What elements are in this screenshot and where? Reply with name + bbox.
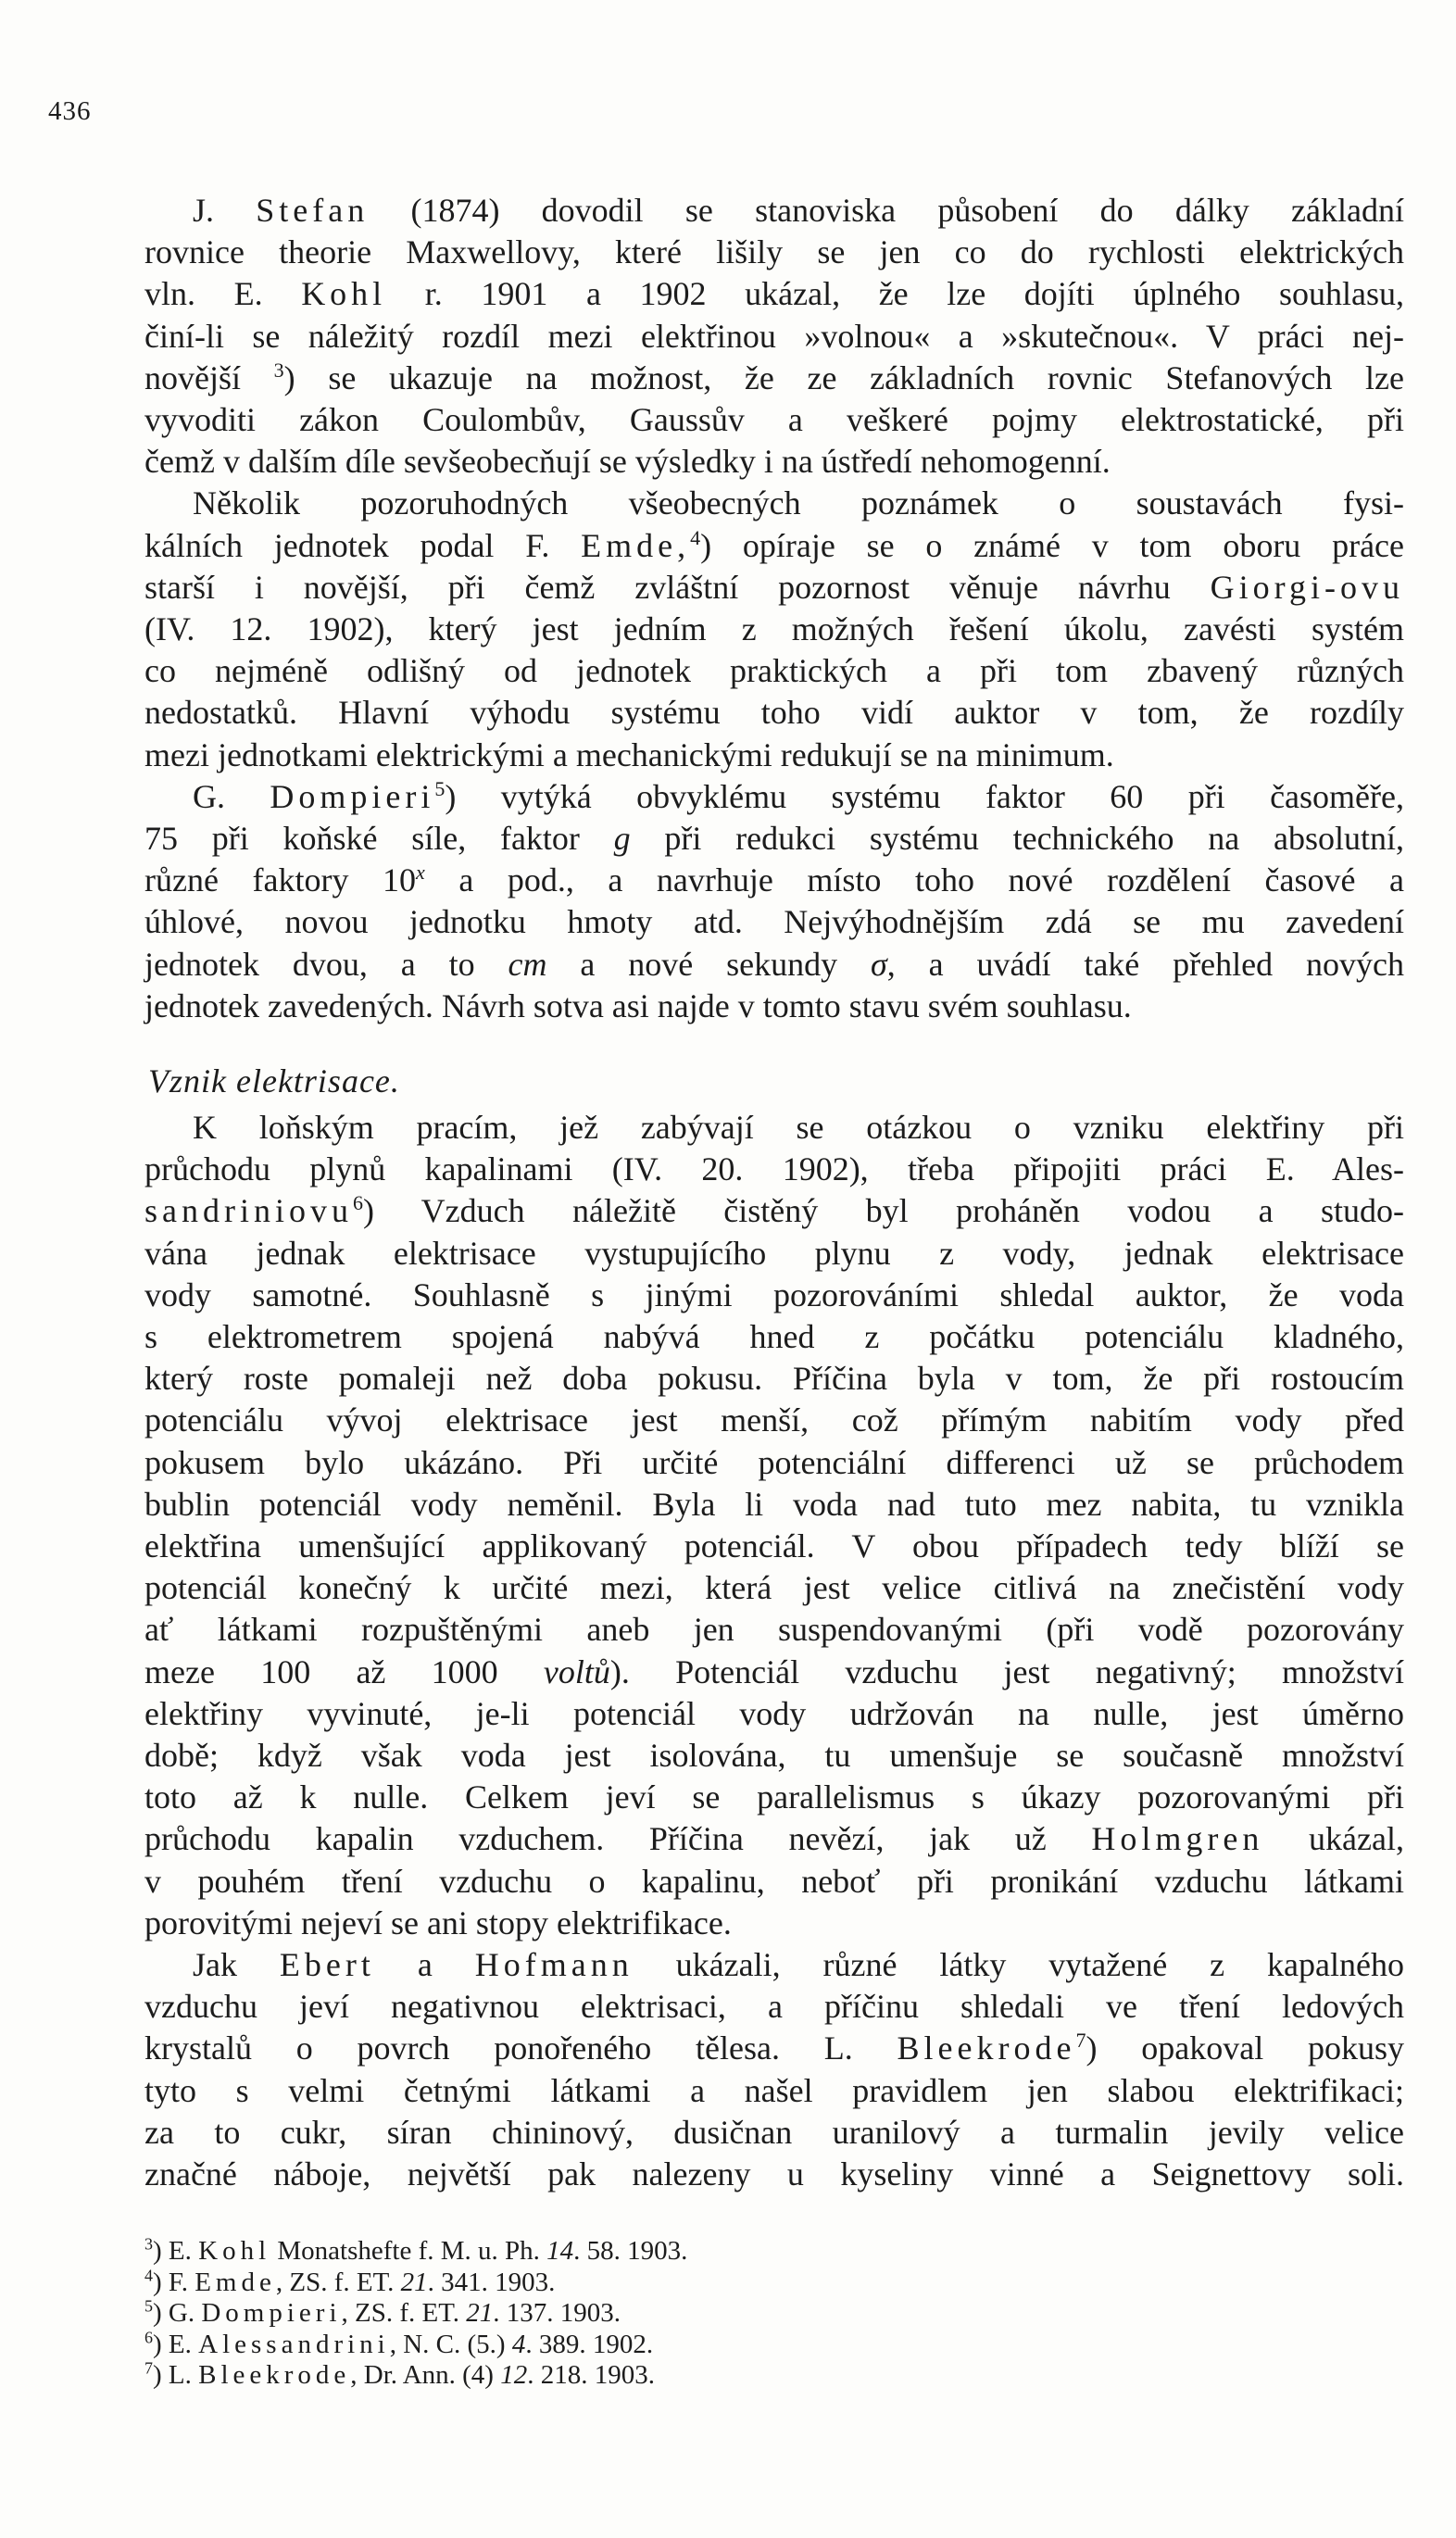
paragraph-alessandrini: [144, 1107, 1404, 1944]
text-line: (IV. 12. 1902), který jest jedním z možných řešení úkolu, zavésti systém: [144, 610, 1404, 648]
text-line: v pouhém tření vzduchu o kapalinu, neboť při pronikání vzduchu látkami: [144, 1862, 1404, 1900]
text-line: bublin potenciál vody neměnil. Byla li voda nad tuto mez nabita, tu vznikla: [144, 1485, 1404, 1523]
text-line: G. Dompieri$^5$) vytýká obvyklému systému faktor 60 při časoměře,: [193, 776, 1404, 815]
footnote: $^6$) E. Alessandrini, N. C. (5.) 4. 389. 1902.: [144, 2327, 654, 2359]
text-line: krystalů o povrch ponořeného tělesa. L. Bleekrode$^7$) opakoval pokusy: [144, 2029, 1404, 2067]
text-line: kálních jednotek podal F. Emde,$^4$) opíraje se o známé v tom oboru práce: [144, 525, 1404, 564]
paragraph-emde: [144, 483, 1404, 775]
text-line: potenciál konečný k určité mezi, která jest velice citlivá na znečistění vody: [144, 1569, 1404, 1607]
footnote: $^7$) L. Bleekrode, Dr. Ann. (4) 12. 218. 1903.: [144, 2358, 655, 2390]
text-line: elektřina umenšující applikovaný potenciál. V obou případech tedy blíží se: [144, 1527, 1404, 1565]
text-line: Jak Ebert a Hofmann ukázali, různé látky vytažené z kapalného: [193, 1946, 1404, 1984]
text-line: za to cukr, síran chininový, dusičnan uranilový a turmalin jevily velice: [144, 2113, 1404, 2151]
footnote: $^3$) E. Kohl Monatshefte f. M. u. Ph. 14. 58. 1903.: [144, 2234, 688, 2266]
text-line: průchodu plynů kapalinami (IV. 20. 1902), třeba připojiti práci E. Ales-: [144, 1150, 1404, 1188]
section-heading: Vznik elektrisace.: [148, 1062, 400, 1099]
text-line: pokusem bylo ukázáno. Při určité potenciální differenci už se průchodem: [144, 1443, 1404, 1481]
text-line: značné náboje, největší pak nalezeny u kyseliny vinné a Seignettovy soli.: [144, 2155, 1404, 2193]
main-text-block-1: [144, 190, 1404, 1027]
text-line: vody samotné. Souhlasně s jinými pozorováními shledal auktor, že voda: [144, 1275, 1404, 1313]
text-line: vána jednak elektrisace vystupujícího plynu z vody, jednak elektrisace: [144, 1234, 1404, 1272]
text-line: J. Stefan (1874) dovodil se stanoviska působení do dálky základní: [193, 192, 1404, 229]
text-line: s elektrometrem spojená nabývá hned z počátku potenciálu kladného,: [144, 1318, 1404, 1356]
text-line: porovitými nejeví se ani stopy elektrifikace.: [144, 1904, 732, 1941]
text-line: mezi jednotkami elektrickými a mechanickými redukují se na minimum.: [144, 735, 1114, 773]
footnote: $^5$) G. Dompieri, ZS. f. ET. 21. 137. 1903.: [144, 2296, 621, 2328]
text-line: tyto s velmi četnými látkami a našel pravidlem jen slabou elektrifikaci;: [144, 2071, 1404, 2109]
text-line: vyvoditi zákon Coulombův, Gaussův a veškeré pojmy elektrostatické, při: [144, 401, 1404, 439]
text-line: jednotek zavedených. Návrh sotva asi najde v tomto stavu svém souhlasu.: [144, 986, 1132, 1024]
text-line: K loňským pracím, jež zabývají se otázkou o vzniku elektřiny při: [193, 1109, 1404, 1146]
text-line: elektřiny vyvinuté, je-li potenciál vody udržován na nulle, jest úměrno: [144, 1694, 1404, 1732]
footnote: $^4$) F. Emde, ZS. f. ET. 21. 341. 1903.: [144, 2265, 556, 2297]
text-line: Několik pozoruhodných všeobecných poznámek o soustavách fysi-: [193, 484, 1404, 522]
text-line: 75 při koňské síle, faktor g při redukci systému technického na absolutní,: [144, 820, 1404, 858]
text-line: ať látkami rozpuštěnými aneb jen suspendovanými (při vodě pozorovány: [144, 1611, 1404, 1649]
paragraph-dompieri: [144, 776, 1404, 1027]
text-line: různé faktory 10$^x$ a pod., a navrhuje místo toho nové rozdělení časové a: [144, 861, 1404, 899]
text-line: jednotek dvou, a to cm a nové sekundy σ, a uvádí také přehled nových: [144, 945, 1404, 983]
paragraph-stefan: [144, 190, 1404, 483]
text-line: úhlové, novou jednotku hmoty atd. Nejvýhodnějším zdá se mu zavedení: [144, 903, 1404, 941]
text-line: vln. E. Kohl r. 1901 a 1902 ukázal, že lze dojíti úplného souhlasu,: [144, 275, 1404, 313]
text-line: novější $^3$) se ukazuje na možnost, že ze základních rovnic Stefanových lze: [144, 358, 1404, 396]
page-number: 436: [48, 96, 92, 126]
footnotes: [144, 2236, 687, 2392]
text-line: rovnice theorie Maxwellovy, které lišily se jen co do rychlosti elektrických: [144, 233, 1404, 271]
text-line: činí-li se náležitý rozdíl mezi elektřinou »volnou« a »skutečnou«. V práci nej-: [144, 317, 1404, 355]
text-line: co nejméně odlišný od jednotek praktických a při tom zbavený různých: [144, 652, 1404, 690]
main-text-block-2: [144, 1107, 1404, 2195]
text-line: meze 100 až 1000 voltů). Potenciál vzduchu jest negativný; množství: [144, 1652, 1404, 1690]
text-line: době; když však voda jest isolována, tu umenšuje se současně množství: [144, 1737, 1404, 1775]
text-line: starší i novější, při čemž zvláštní pozornost věnuje návrhu Giorgi-ovu: [144, 568, 1404, 606]
text-line: nedostatků. Hlavní výhodu systému toho vidí auktor v tom, že rozdíly: [144, 694, 1404, 732]
text-line: toto až k nulle. Celkem jeví se parallelismus s úkazy pozorovanými při: [144, 1778, 1404, 1816]
paragraph-ebert-hofmann: [144, 1944, 1404, 2195]
text-line: potenciálu vývoj elektrisace jest menší, což přímým nabitím vody před: [144, 1401, 1404, 1439]
text-line: vzduchu jeví negativnou elektrisaci, a příčinu shledali ve tření ledových: [144, 1988, 1404, 2026]
text-line: čemž v dalším díle sevšeobecňují se výsledky i na ústředí nehomogenní.: [144, 443, 1111, 481]
text-line: který roste pomaleji než doba pokusu. Příčina byla v tom, že při rostoucím: [144, 1360, 1404, 1398]
text-line: sandriniovu$^6$) Vzduch náležitě čistěný byl proháněn vodou a studo-: [144, 1191, 1404, 1230]
text-line: průchodu kapalin vzduchem. Příčina nevězí, jak už Holmgren ukázal,: [144, 1820, 1404, 1858]
